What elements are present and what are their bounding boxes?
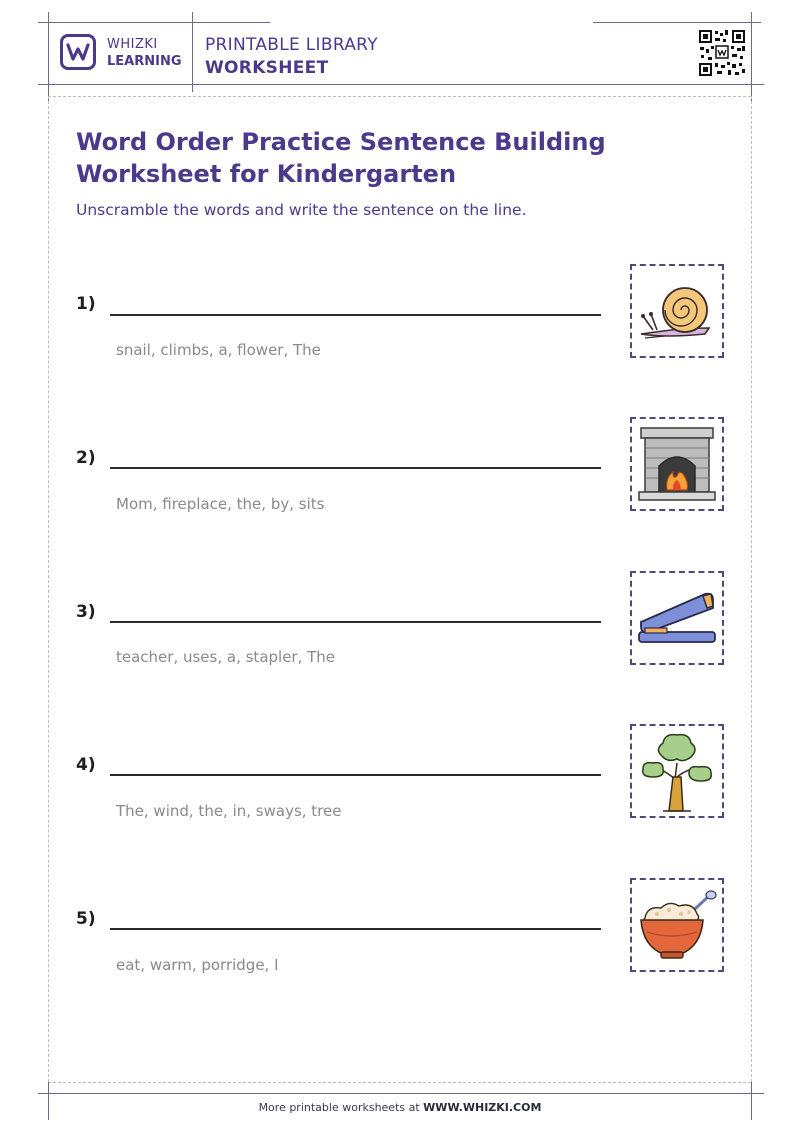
stapler-icon (635, 588, 719, 648)
header-right-rule (751, 12, 752, 104)
porridge-icon (635, 888, 719, 962)
footer-prefix: More printable worksheets at (258, 1101, 420, 1114)
question-number: 5) (76, 909, 96, 929)
footer-link[interactable]: WWW.WHIZKI.COM (423, 1101, 542, 1114)
picture-box (630, 417, 724, 511)
whizki-logo (60, 34, 96, 70)
frame-bottom-border (48, 1082, 751, 1083)
answer-line[interactable] (110, 621, 601, 623)
scrambled-words: snail, climbs, a, flower, The (116, 341, 321, 359)
frame-left-border (48, 96, 49, 1082)
snail-icon (635, 276, 719, 346)
library-heading (205, 34, 378, 80)
header-left-rule (48, 12, 49, 104)
library-top-text: PRINTABLE LIBRARY (205, 35, 378, 55)
qr-code-icon (698, 29, 746, 77)
scrambled-words: The, wind, the, in, sways, tree (116, 802, 342, 820)
brand-top-text: WHIZKI (107, 37, 158, 52)
frame-right-border (751, 96, 752, 1082)
header-top-rule (38, 22, 270, 23)
whizki-logo-icon (66, 41, 90, 63)
header-top-rule-right (593, 22, 761, 23)
footer-top-rule (38, 1093, 764, 1094)
header-divider (192, 12, 193, 92)
question-number: 2) (76, 448, 96, 468)
brand-bottom-text: LEARNING (107, 54, 182, 69)
question-number: 4) (76, 755, 96, 775)
brand-name (107, 36, 182, 70)
answer-line[interactable] (110, 928, 601, 930)
tree-icon (637, 729, 717, 813)
picture-box (630, 264, 724, 358)
scrambled-words: teacher, uses, a, stapler, The (116, 648, 336, 666)
library-bottom-text: WORKSHEET (205, 58, 329, 78)
worksheet-title: Word Order Practice Sentence Building Worksheet for Kindergarten (76, 128, 606, 188)
scrambled-words: eat, warm, porridge, I (116, 956, 279, 974)
picture-box (630, 724, 724, 818)
picture-box (630, 571, 724, 665)
scrambled-words: Mom, fireplace, the, by, sits (116, 495, 325, 513)
frame-top-border (48, 96, 751, 97)
header-bottom-rule (38, 84, 764, 85)
fireplace-icon (637, 424, 717, 504)
worksheet-instructions: Unscramble the words and write the sentence on the line. (76, 201, 527, 219)
answer-line[interactable] (110, 467, 601, 469)
question-number: 1) (76, 294, 96, 314)
answer-line[interactable] (110, 774, 601, 776)
footer-text (0, 1101, 800, 1114)
question-number: 3) (76, 602, 96, 622)
picture-box (630, 878, 724, 972)
answer-line[interactable] (110, 314, 601, 316)
